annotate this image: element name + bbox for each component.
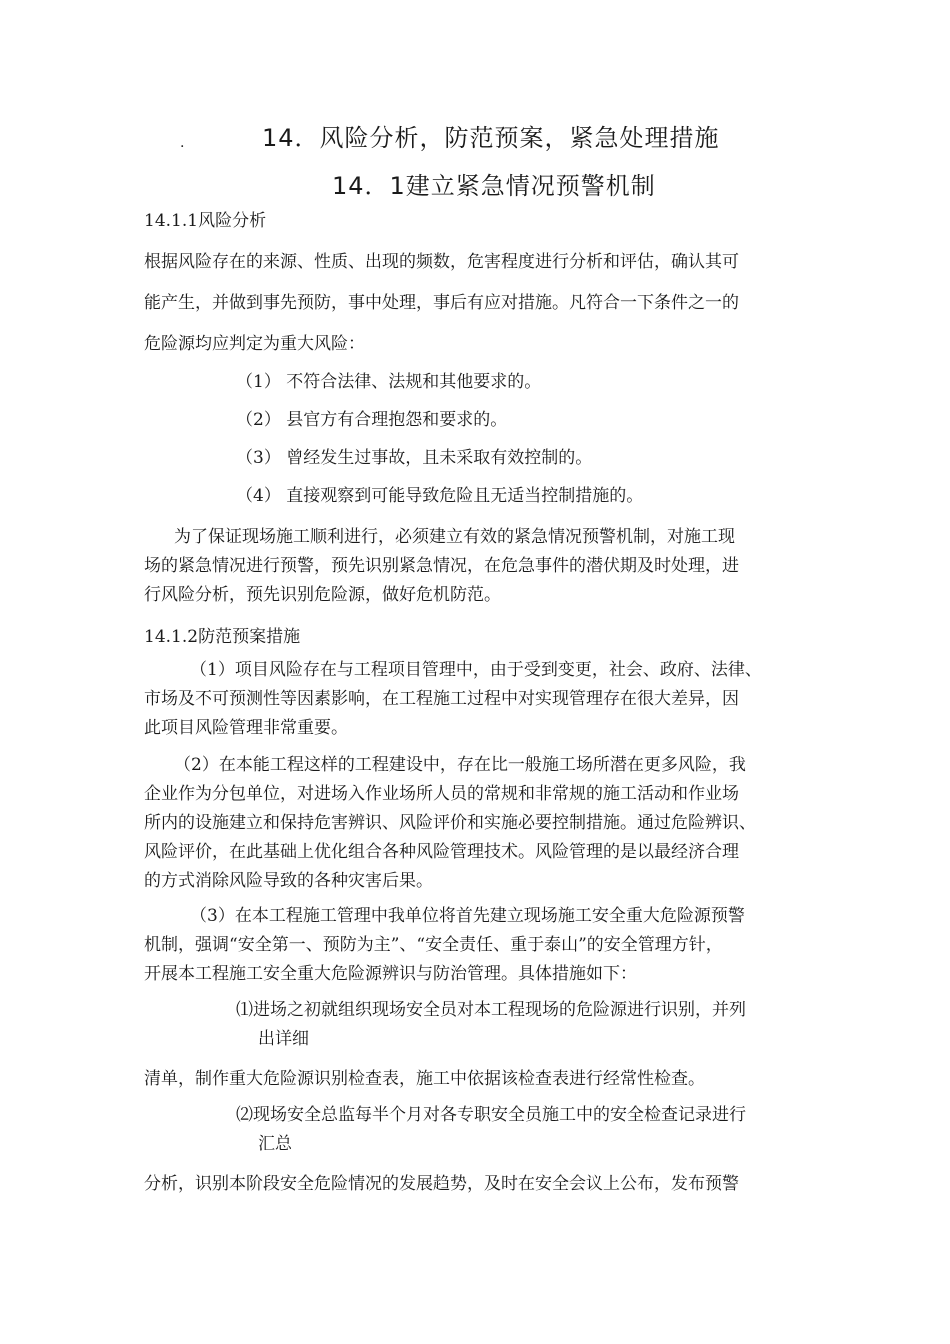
paragraph-line: 为了保证现场施工顺利进行，必须建立有效的紧急情况预警机制，对施工现 <box>174 527 735 547</box>
paragraph-line: 开展本工程施工安全重大危险源辨识与防治管理。具体措施如下： <box>144 964 637 984</box>
list-item: （3） 曾经发生过事故，且未采取有效控制的。 <box>236 448 593 468</box>
paragraph-line: 的方式消除风险导致的各种灾害后果。 <box>144 871 433 891</box>
paragraph-line: （2）在本能工程这样的工程建设中，存在比一般施工场所潜在更多风险，我 <box>174 755 746 775</box>
prevention-paragraph-3 <box>144 902 824 989</box>
intro-line: 根据风险存在的来源、性质、出现的频数，危害程度进行分析和评估，确认其可 <box>144 252 739 272</box>
measure-item-1 <box>236 996 826 1054</box>
page-marker: . <box>180 135 185 151</box>
subsection-heading-risk-analysis: 14.1.1风险分析 <box>144 211 267 231</box>
measure-item-1-continued: 清单，制作重大危险源识别检查表，施工中依据该检查表进行经常性检查。 <box>144 1069 705 1089</box>
measure-line: 出详细 <box>258 1029 309 1049</box>
list-item: （2） 县官方有合理抱怨和要求的。 <box>236 410 508 430</box>
measure-line: ⑵现场安全总监每半个月对各专职安全员施工中的安全检查记录进行 <box>236 1105 746 1125</box>
subsection-heading-prevention-plan: 14.1.2防范预案措施 <box>144 627 301 647</box>
paragraph-line: 行风险分析，预先识别危险源，做好危机防范。 <box>144 585 501 605</box>
paragraph-line: 机制，强调“安全第一、预防为主”、“安全责任、重于泰山”的安全管理方针， <box>144 935 723 955</box>
prevention-paragraph-2 <box>144 751 824 896</box>
measure-item-2 <box>236 1101 826 1159</box>
chapter-title: 14．风险分析，防范预案，紧急处理措施 <box>262 124 720 152</box>
paragraph-line: 此项目风险管理非常重要。 <box>144 718 348 738</box>
measure-line: ⑴进场之初就组织现场安全员对本工程现场的危险源进行识别，并列 <box>236 1000 746 1020</box>
prevention-paragraph-1 <box>144 656 824 743</box>
paragraph-line: 企业作为分包单位，对进场入作业场所人员的常规和非常规的施工活动和作业场 <box>144 784 739 804</box>
major-risk-criteria-list <box>236 363 916 515</box>
paragraph-line: 所内的设施建立和保持危害辨识、风险评价和实施必要控制措施。通过危险辨识、 <box>144 813 756 833</box>
paragraph-line: 市场及不可预测性等因素影响，在工程施工过程中对实现管理存在很大差异，因 <box>144 689 739 709</box>
paragraph-line: 风险评价，在此基础上优化组合各种风险管理技术。风险管理的是以最经济合理 <box>144 842 739 862</box>
intro-line: 危险源均应判定为重大风险： <box>144 334 365 354</box>
paragraph-line: （1）项目风险存在与工程项目管理中，由于受到变更，社会、政府、法律、 <box>190 660 762 680</box>
paragraph-line: （3）在本工程施工管理中我单位将首先建立现场施工安全重大危险源预警 <box>190 906 745 926</box>
intro-line: 能产生，并做到事先预防，事中处理，事后有应对措施。凡符合一下条件之一的 <box>144 293 739 313</box>
risk-analysis-intro <box>144 242 824 365</box>
list-item: （1） 不符合法律、法规和其他要求的。 <box>236 372 542 392</box>
measure-item-2-continued: 分析，识别本阶段安全危险情况的发展趋势，及时在安全会议上公布，发布预警 <box>144 1174 739 1194</box>
section-title: 14．1建立紧急情况预警机制 <box>332 172 656 200</box>
list-item: （4） 直接观察到可能导致危险且无适当控制措施的。 <box>236 486 644 506</box>
paragraph-line: 场的紧急情况进行预警，预先识别紧急情况，在危急事件的潜伏期及时处理，进 <box>144 556 739 576</box>
early-warning-paragraph <box>144 523 824 610</box>
measure-line: 汇总 <box>258 1134 292 1154</box>
